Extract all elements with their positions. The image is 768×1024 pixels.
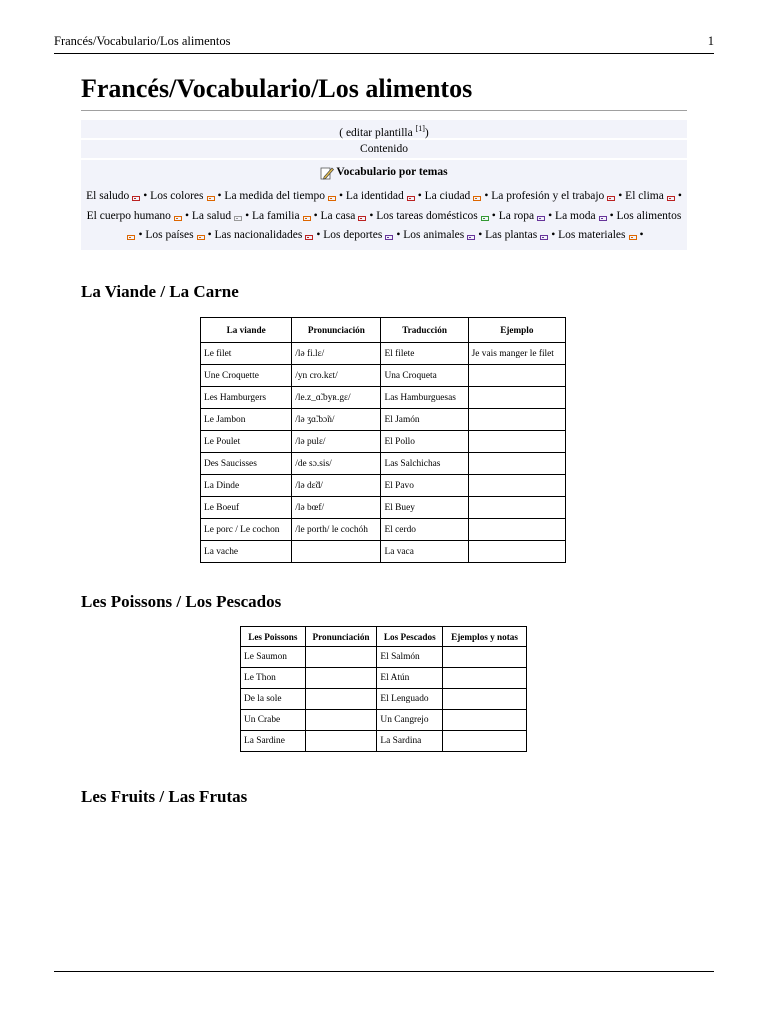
fish-table [240,626,527,752]
topic-link[interactable]: Los alimentos [616,209,682,222]
table-cell: El Jamón [381,409,468,431]
table-cell [468,519,565,541]
edit-template-reference[interactable]: [1] [415,124,425,133]
language-flag-icon[interactable] [328,196,336,201]
topic-link[interactable]: La salud [191,209,232,222]
table-cell: Le Boeuf [201,497,292,519]
table-row [201,519,566,541]
page-number: 1 [707,34,714,48]
column-header-traduccion: Traducción [381,318,468,343]
table-cell [468,541,565,563]
topic-link[interactable]: Los materiales [558,228,626,241]
meat-table [200,317,566,563]
table-cell: /lə pulɛ/ [292,431,381,453]
table-cell: Des Saucisses [201,453,292,475]
table-cell [305,689,377,710]
table-cell: /yn cro.kɛt/ [292,365,381,387]
language-flag-icon[interactable] [629,235,637,240]
language-flag-icon[interactable] [481,216,489,221]
table-cell: El Pollo [381,431,468,453]
topics-heading [320,163,447,182]
table-cell: El Pavo [381,475,468,497]
navigation-template [81,120,687,250]
table-cell: Una Croqueta [381,365,468,387]
edit-template-prefix: ( editar plantilla [339,126,416,139]
table-cell: Le Poulet [201,431,292,453]
table-cell [443,689,527,710]
table-cell [468,453,565,475]
topics-heading-label: Vocabulario por temas [336,166,448,178]
section-heading-fruits: Les Fruits / Las Frutas [81,787,248,806]
table-cell [468,475,565,497]
table-cell: Le porc / Le cochon [201,519,292,541]
table-cell: La Sardine [241,731,306,752]
table-cell: /lə ʒɑ̃.bɔ̃n/ [292,409,381,431]
table-cell: El cerdo [381,519,468,541]
language-flag-icon[interactable] [358,216,366,221]
page-title: Francés/Vocabulario/Los alimentos [81,72,687,111]
column-header-ejemplo: Ejemplo [468,318,565,343]
section-heading-meat: La Viande / La Carne [81,282,239,301]
topic-link[interactable]: La casa [320,209,356,222]
topic-link[interactable]: La profesión y el trabajo [491,190,605,203]
topic-link[interactable]: Los animales [403,228,465,241]
language-flag-icon[interactable] [197,235,205,240]
column-header-pronunciacion: Pronunciación [305,627,377,647]
topic-link[interactable]: El cuerpo humano [86,209,171,222]
table-cell: /lə dɛ̃d/ [292,475,381,497]
column-header-la-viande: La viande [201,318,292,343]
topic-link[interactable]: El saludo [86,190,130,203]
topic-link[interactable]: Los colores [150,190,204,203]
table-cell: El Atún [377,668,443,689]
language-flag-icon[interactable] [207,196,215,201]
table-cell: El filete [381,343,468,365]
table-cell: Le Thon [241,668,306,689]
pencil-icon [320,166,334,180]
topic-link[interactable]: Los tareas domésticos [376,209,478,222]
table-cell [468,365,565,387]
table-cell: La Sardina [377,731,443,752]
topics-list: El saludo • Los colores • La medida del tiempo • La identidad • La ciudad • La profesión y el trabajo • El clima • El cuerpo humano • La salud • La familia • La casa • Los tareas domésticos • La ropa • La moda • Los alimentos• Los países • Las nacionalidades • Los deportes • Los animales • Las plantas • Los materiales • [86,190,682,241]
column-header-pronunciacion: Pronunciación [292,318,381,343]
table-row [201,431,566,453]
table-row [201,453,566,475]
table-row [201,497,566,519]
table-cell [468,431,565,453]
language-flag-icon[interactable] [174,216,182,221]
table-row [201,365,566,387]
topics-row [81,160,687,250]
table-cell: /de sɔ.sis/ [292,453,381,475]
language-flag-icon[interactable] [667,196,675,201]
topic-link[interactable]: La ciudad [424,190,471,203]
table-cell: Je vais manger le filet [468,343,565,365]
topic-link[interactable]: La identidad [345,190,404,203]
topic-link[interactable]: Las nacionalidades [214,228,303,241]
table-cell: La Dinde [201,475,292,497]
column-header-los-pescados: Los Pescados [377,627,443,647]
table-cell [305,647,377,668]
table-cell [443,647,527,668]
table-cell: /lə bœf/ [292,497,381,519]
table-cell: Le Saumon [241,647,306,668]
topic-link[interactable]: Las plantas [485,228,538,241]
topic-link[interactable]: Los deportes [323,228,383,241]
table-cell: La vaca [381,541,468,563]
table-cell [468,387,565,409]
column-header-ejemplos-y-notas: Ejemplos y notas [443,627,527,647]
topic-link[interactable]: Los países [145,228,194,241]
table-row [241,710,527,731]
table-row [201,343,566,365]
table-row [201,475,566,497]
footer-rule [54,971,714,972]
table-cell: El Salmón [377,647,443,668]
edit-template-suffix: ) [424,126,429,139]
language-flag-icon[interactable] [473,196,481,201]
table-cell [443,668,527,689]
table-cell [468,409,565,431]
table-row [201,387,566,409]
page-content [81,72,687,252]
topic-link[interactable]: El clima [625,190,664,203]
edit-template-row [81,120,687,138]
table-cell [443,731,527,752]
language-flag-icon[interactable] [607,196,615,201]
language-flag-icon[interactable] [234,216,242,221]
table-cell [305,731,377,752]
topic-link[interactable]: La medida del tiempo [224,190,326,203]
table-cell: /le.z_ɑ̃.byʀ.gɛ/ [292,387,381,409]
table-cell: /le porth/ le cochóh [292,519,381,541]
table-cell: La vache [201,541,292,563]
table-cell: Une Croquette [201,365,292,387]
table-cell: Un Crabe [241,710,306,731]
table-cell: Las Hamburguesas [381,387,468,409]
table-row [241,668,527,689]
running-header-title: Francés/Vocabulario/Los alimentos [54,34,231,48]
language-flag-icon[interactable] [132,196,140,201]
language-flag-icon[interactable] [385,235,393,240]
table-cell: Le filet [201,343,292,365]
language-flag-icon[interactable] [537,216,545,221]
table-cell: Le Jambon [201,409,292,431]
topic-link[interactable]: La ropa [498,209,535,222]
table-cell [305,710,377,731]
language-flag-icon[interactable] [303,216,311,221]
language-flag-icon[interactable] [305,235,313,240]
topic-link[interactable]: La familia [252,209,300,222]
table-row [241,647,527,668]
language-flag-icon[interactable] [467,235,475,240]
topic-link[interactable]: La moda [555,209,596,222]
table-cell: Las Salchichas [381,453,468,475]
table-cell [468,497,565,519]
header-rule [54,53,714,54]
table-cell: /lə fi.lɛ/ [292,343,381,365]
table-row [201,541,566,563]
table-cell [292,541,381,563]
table-cell: De la sole [241,689,306,710]
table-cell [443,710,527,731]
table-cell: El Buey [381,497,468,519]
table-cell [305,668,377,689]
column-header-les-poissons: Les Poissons [241,627,306,647]
table-row [201,409,566,431]
contents-row [81,140,687,158]
language-flag-icon[interactable] [127,235,135,240]
section-heading-fish: Les Poissons / Los Pescados [81,592,282,611]
table-row [241,689,527,710]
language-flag-icon[interactable] [407,196,415,201]
table-row [241,731,527,752]
language-flag-icon[interactable] [599,216,607,221]
table-cell: Un Cangrejo [377,710,443,731]
contents-label[interactable]: Contenido [360,143,408,155]
table-cell: El Lenguado [377,689,443,710]
language-flag-icon[interactable] [540,235,548,240]
running-header [54,34,714,54]
table-cell: Les Hamburgers [201,387,292,409]
